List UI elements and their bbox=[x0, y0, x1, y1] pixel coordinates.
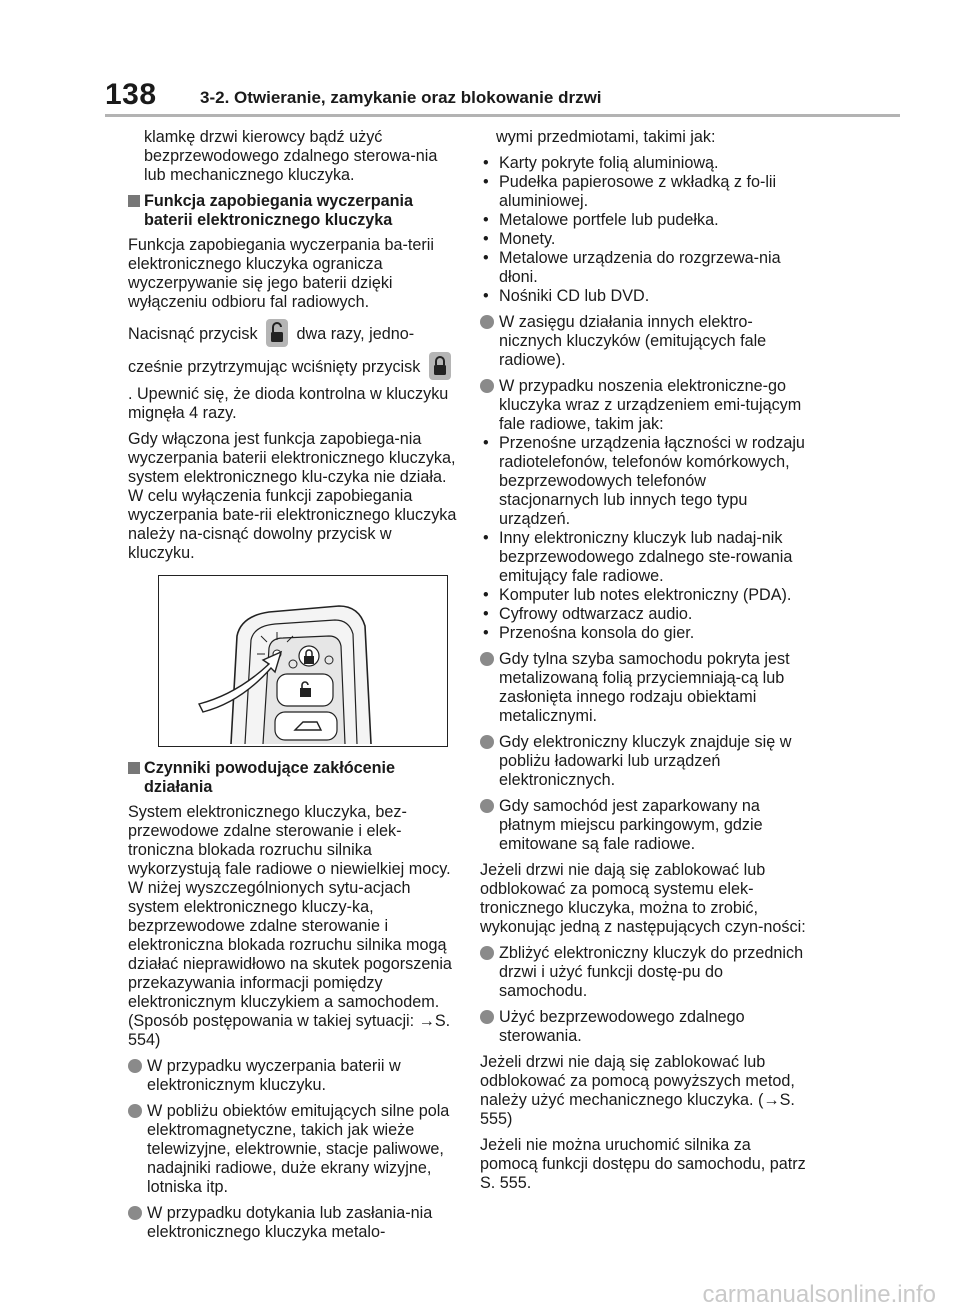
circle-bullet-icon bbox=[480, 946, 494, 960]
intro-text: klamkę drzwi kierowcy bądź użyć bezprzewodowego zdalnego sterowa-nia lub mechanicznego kluczyka. bbox=[144, 128, 438, 184]
circle-bullet-icon bbox=[480, 735, 494, 749]
paragraph: Funkcja zapobiegania wyczerpania ba-terii elektronicznego kluczyka ogranicza wyczerpywanie się jego baterii dzięki wyłączeniu odbioru fal radiowych. bbox=[128, 236, 434, 311]
circle-bullet-icon bbox=[480, 379, 494, 393]
list-item: • Metalowe urządzenia do rozgrzewa-nia dłoni. bbox=[483, 249, 781, 286]
paragraph: System elektronicznego kluczyka, bez-przewodowe zdalne sterowanie i elek-troniczna blokada rozruchu silnika wykorzystują fale radiowe o niewielkiej mocy. W niżej wyszczególnionych sytu-acjach system elektronicznego kluczy-ka, bezprzewodowe zdalne sterowanie i elektroniczna blokada rozruchu silnika mogą działać nieprawidłowo na skutek pogorszenia przekazywania informacji pomiędzy elektronicznym kluczykiem a samochodem. (Sposób postępowania w takiej sytuacji: →S. 554) bbox=[128, 803, 452, 1049]
watermark: carmanualsonline.info bbox=[702, 1281, 936, 1308]
square-bullet-icon bbox=[128, 195, 140, 207]
dot-item: Zbliżyć elektroniczny kluczyk do przednich drzwi i użyć funkcji dostę-pu do samochodu. bbox=[480, 944, 810, 1001]
list-item: • Przenośne urządzenia łączności w rodzaju radiotelefonów, telefonów komórkowych, bezprzewodowych telefonów stacjonarnych lub innych tego typu urządzeń. bbox=[483, 434, 805, 528]
dot-item: Gdy tylna szyba samochodu pokryta jest metalizowaną folią przyciemniają-cą lub zasłonięta innego rodzaju obiektami metalicznymi. bbox=[480, 650, 810, 726]
list-item: • Inny elektroniczny kluczyk lub nadaj-nik bezprzewodowego zdalnego ste-rowania emitujący fale radiowe. bbox=[483, 529, 793, 585]
list-item: • Metalowe portfele lub pudełka. bbox=[483, 211, 719, 229]
dot-item: Gdy samochód jest zaparkowany na płatnym miejscu parkingowym, gdzie emitowane są fale radiowe. bbox=[480, 797, 810, 854]
key-fob-illustration bbox=[158, 575, 448, 747]
section-title: 3-2. Otwieranie, zamykanie oraz blokowanie drzwi bbox=[200, 88, 602, 107]
circle-bullet-icon bbox=[480, 799, 494, 813]
radio-devices-list bbox=[480, 434, 810, 643]
lock-icon bbox=[429, 352, 451, 385]
dot-item: W pobliżu obiektów emitujących silne pola elektromagnetyczne, takich jak wieże telewizyjne, elektrownie, stacje paliwowe, nadajniki radiowe, duże ekrany wizyjne, lotniska itp. bbox=[128, 1102, 458, 1197]
list-item: • Komputer lub notes elektroniczny (PDA). bbox=[483, 586, 792, 604]
page-number: 138 bbox=[105, 78, 157, 111]
list-item: • Monety. bbox=[483, 230, 556, 248]
heading-battery-saving: Funkcja zapobiegania wyczerpania baterii elektronicznego kluczyka bbox=[128, 192, 458, 230]
list-item: • Przenośna konsola do gier. bbox=[483, 624, 695, 642]
dot-item: W przypadku dotykania lub zasłania-nia elektronicznego kluczyka metalo- bbox=[128, 1204, 458, 1242]
heading-interference-factors: Czynniki powodujące zakłócenie działania bbox=[128, 759, 458, 797]
header-rule bbox=[105, 114, 900, 117]
paragraph: Gdy włączona jest funkcja zapobiega-nia wyczerpania baterii elektronicznego kluczyka, system elektronicznego klu-czyka nie działa. W celu wyłączenia funkcji zapobiegania wyczerpania bate-rii elektronicznego kluczyka należy na-cisnąć dowolny przycisk w kluczyku. bbox=[128, 430, 457, 562]
list-item: • Karty pokryte folią aluminiową. bbox=[483, 154, 719, 172]
right-column bbox=[480, 128, 810, 1200]
circle-bullet-icon bbox=[480, 652, 494, 666]
paragraph: Jeżeli nie można uruchomić silnika za pomocą funkcji dostępu do samochodu, patrz S. 555. bbox=[480, 1136, 806, 1192]
left-column bbox=[128, 128, 458, 1249]
metal-objects-list bbox=[480, 154, 810, 306]
circle-bullet-icon bbox=[128, 1206, 142, 1220]
paragraph: Jeżeli drzwi nie dają się zablokować lub odblokować za pomocą powyższych metod, należy użyć mechanicznego kluczyka. (→S. 555) bbox=[480, 1053, 795, 1128]
list-item: • Cyfrowy odtwarzacz audio. bbox=[483, 605, 693, 623]
square-bullet-icon bbox=[128, 762, 140, 774]
continued-text: wymi przedmiotami, takimi jak: bbox=[496, 128, 716, 146]
dot-item: W przypadku noszenia elektroniczne-go kluczyka wraz z urządzeniem emi-tującym fale radiowe, takim jak: bbox=[480, 377, 810, 434]
dot-item: W przypadku wyczerpania baterii w elektronicznym kluczyku. bbox=[128, 1057, 458, 1095]
paragraph: Jeżeli drzwi nie dają się zablokować lub odblokować za pomocą systemu elek-tronicznego kluczyka, można to zrobić, wykonując jedną z następujących czyn-ności: bbox=[480, 861, 806, 936]
list-item: • Nośniki CD lub DVD. bbox=[483, 287, 650, 305]
paragraph-with-icons: Nacisnąć przycisk dwa razy, jedno-cześnie przytrzymując wciśnięty przycisk . Upewnić się, że dioda kontrolna w kluczyku mignęła 4 razy. bbox=[128, 319, 458, 423]
circle-bullet-icon bbox=[480, 1010, 494, 1024]
dot-item: W zasięgu działania innych elektro-nicznych kluczyków (emitujących fale radiowe). bbox=[480, 313, 810, 370]
dot-item: Gdy elektroniczny kluczyk znajduje się w pobliżu ładowarki lub urządzeń elektronicznych. bbox=[480, 733, 810, 790]
circle-bullet-icon bbox=[128, 1059, 142, 1073]
dot-item: Użyć bezprzewodowego zdalnego sterowania. bbox=[480, 1008, 810, 1046]
list-item: • Pudełka papierosowe z wkładką z fo-lii aluminiowej. bbox=[483, 173, 777, 210]
page-header bbox=[105, 78, 905, 118]
circle-bullet-icon bbox=[480, 315, 494, 329]
circle-bullet-icon bbox=[128, 1104, 142, 1118]
unlock-icon bbox=[266, 319, 288, 352]
